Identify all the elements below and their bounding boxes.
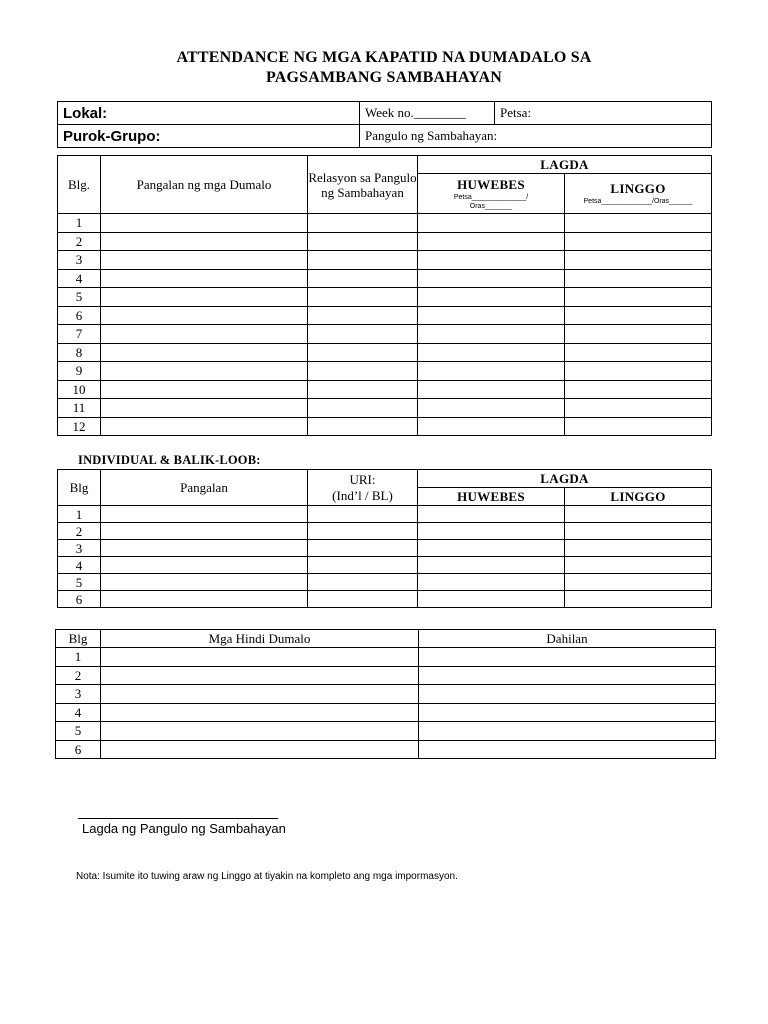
individual-row — [58, 540, 712, 557]
attendance-cell[interactable] — [565, 325, 712, 344]
attendance-cell[interactable] — [308, 214, 418, 233]
ind-header-huwebes: HUWEBES — [418, 488, 565, 506]
attendance-cell[interactable] — [565, 269, 712, 288]
attendance-row — [58, 362, 712, 381]
attendance-cell[interactable] — [308, 325, 418, 344]
week-no-field[interactable]: Week no.________ — [360, 102, 495, 125]
attendance-cell[interactable] — [101, 325, 308, 344]
attendance-cell[interactable] — [101, 269, 308, 288]
attendance-row — [58, 306, 712, 325]
absent-cell[interactable] — [101, 666, 419, 685]
ind-header-linggo: LINGGO — [565, 488, 712, 506]
attendance-cell[interactable] — [418, 214, 565, 233]
absent-cell[interactable] — [419, 740, 716, 759]
individual-cell[interactable] — [565, 523, 712, 540]
attendance-row — [58, 399, 712, 418]
attendance-row — [58, 380, 712, 399]
attendance-row — [58, 214, 712, 233]
attendance-cell[interactable] — [565, 417, 712, 436]
attendance-cell[interactable] — [565, 214, 712, 233]
individual-table — [57, 469, 712, 608]
attendance-cell[interactable] — [418, 362, 565, 381]
attendance-row-number: 2 — [58, 232, 101, 251]
absent-cell[interactable] — [419, 703, 716, 722]
attendance-cell[interactable] — [565, 306, 712, 325]
attendance-cell[interactable] — [101, 362, 308, 381]
individual-row — [58, 574, 712, 591]
individual-row — [58, 591, 712, 608]
signature-line[interactable] — [78, 818, 278, 819]
pangulo-field[interactable]: Pangulo ng Sambahayan: — [360, 125, 712, 148]
attendance-cell[interactable] — [101, 343, 308, 362]
absent-row-number: 5 — [56, 722, 101, 741]
individual-cell[interactable] — [101, 506, 308, 523]
individual-cell[interactable] — [308, 506, 418, 523]
individual-row-number: 6 — [58, 591, 101, 608]
attendance-cell[interactable] — [418, 325, 565, 344]
attendance-cell[interactable] — [565, 380, 712, 399]
huwebes-label: HUWEBES — [457, 176, 525, 192]
attendance-cell[interactable] — [101, 232, 308, 251]
attendance-row-number: 9 — [58, 362, 101, 381]
individual-row-number: 5 — [58, 574, 101, 591]
attendance-cell[interactable] — [308, 417, 418, 436]
attendance-cell[interactable] — [101, 417, 308, 436]
attendance-cell[interactable] — [418, 343, 565, 362]
absent-header-blg: Blg — [56, 630, 101, 648]
huwebes-petsa: Petsa______________/ — [453, 193, 529, 201]
absent-row — [56, 703, 716, 722]
attendance-cell[interactable] — [565, 343, 712, 362]
individual-cell[interactable] — [565, 506, 712, 523]
absent-cell[interactable] — [101, 722, 419, 741]
attendance-cell[interactable] — [418, 288, 565, 307]
attendance-row — [58, 325, 712, 344]
attendance-cell[interactable] — [308, 232, 418, 251]
individual-row-number: 2 — [58, 523, 101, 540]
individual-cell[interactable] — [308, 523, 418, 540]
individual-cell[interactable] — [101, 574, 308, 591]
header-relasyon: Relasyon sa Pangulo ng Sambahayan — [308, 156, 418, 214]
attendance-cell[interactable] — [101, 399, 308, 418]
individual-cell[interactable] — [308, 591, 418, 608]
attendance-cell[interactable] — [101, 380, 308, 399]
attendance-cell[interactable] — [101, 214, 308, 233]
attendance-row — [58, 251, 712, 270]
absent-cell[interactable] — [101, 648, 419, 667]
attendance-cell[interactable] — [418, 269, 565, 288]
attendance-cell[interactable] — [308, 288, 418, 307]
individual-row — [58, 506, 712, 523]
absent-cell[interactable] — [419, 666, 716, 685]
individual-cell[interactable] — [565, 540, 712, 557]
lokal-field[interactable]: Lokal: — [58, 102, 360, 125]
absent-cell[interactable] — [419, 685, 716, 704]
attendance-cell[interactable] — [418, 232, 565, 251]
attendance-row-number: 3 — [58, 251, 101, 270]
attendance-row — [58, 288, 712, 307]
title-line-1: ATTENDANCE NG MGA KAPATID NA DUMADALO SA — [176, 49, 592, 66]
header-linggo — [565, 174, 712, 214]
linggo-label: LINGGO — [610, 181, 666, 196]
info-table — [57, 101, 712, 148]
attendance-cell[interactable] — [418, 306, 565, 325]
attendance-cell[interactable] — [565, 251, 712, 270]
attendance-cell[interactable] — [308, 399, 418, 418]
ind-header-blg: Blg — [58, 470, 101, 506]
attendance-cell[interactable] — [308, 251, 418, 270]
attendance-cell[interactable] — [308, 306, 418, 325]
individual-row-number: 1 — [58, 506, 101, 523]
ind-header-pangalan: Pangalan — [101, 470, 308, 506]
attendance-row — [58, 269, 712, 288]
header-lagda: LAGDA — [418, 156, 712, 174]
attendance-cell[interactable] — [418, 399, 565, 418]
attendance-cell[interactable] — [101, 251, 308, 270]
ind-header-lagda: LAGDA — [418, 470, 712, 488]
uri-sub: (Ind’l / BL) — [332, 487, 393, 503]
attendance-cell[interactable] — [565, 232, 712, 251]
attendance-row-number: 12 — [58, 417, 101, 436]
attendance-row-number: 7 — [58, 325, 101, 344]
ind-header-uri — [308, 470, 418, 506]
absent-row — [56, 648, 716, 667]
attendance-cell[interactable] — [418, 417, 565, 436]
attendance-cell[interactable] — [101, 306, 308, 325]
absent-row — [56, 722, 716, 741]
absent-cell[interactable] — [101, 740, 419, 759]
individual-row-number: 4 — [58, 557, 101, 574]
header-huwebes — [418, 174, 565, 214]
absent-cell[interactable] — [419, 722, 716, 741]
absent-row — [56, 666, 716, 685]
individual-cell[interactable] — [418, 506, 565, 523]
attendance-cell[interactable] — [418, 380, 565, 399]
attendance-cell[interactable] — [308, 269, 418, 288]
individual-row — [58, 523, 712, 540]
huwebes-oras: Oras_______ — [469, 202, 513, 210]
attendance-cell[interactable] — [418, 251, 565, 270]
linggo-petsa-oras: Petsa_____________/Oras______ — [583, 198, 693, 205]
absent-row-number: 2 — [56, 666, 101, 685]
attendance-row-number: 11 — [58, 399, 101, 418]
absent-cell[interactable] — [101, 703, 419, 722]
signature-label: Lagda ng Pangulo ng Sambahayan — [82, 821, 286, 836]
attendance-table — [57, 155, 712, 436]
header-blg: Blg. — [58, 156, 101, 214]
attendance-row-number: 1 — [58, 214, 101, 233]
individual-cell[interactable] — [418, 591, 565, 608]
absent-row — [56, 740, 716, 759]
uri-label: URI: — [349, 471, 376, 487]
individual-row — [58, 557, 712, 574]
individual-cell[interactable] — [308, 540, 418, 557]
individual-cell[interactable] — [308, 557, 418, 574]
attendance-row-number: 8 — [58, 343, 101, 362]
absent-row-number: 4 — [56, 703, 101, 722]
individual-cell[interactable] — [565, 591, 712, 608]
attendance-cell[interactable] — [565, 399, 712, 418]
attendance-row-number: 10 — [58, 380, 101, 399]
attendance-cell[interactable] — [565, 362, 712, 381]
attendance-cell[interactable] — [308, 380, 418, 399]
attendance-cell[interactable] — [101, 288, 308, 307]
attendance-row-number: 4 — [58, 269, 101, 288]
absent-row — [56, 685, 716, 704]
attendance-cell[interactable] — [308, 343, 418, 362]
title-line-2: PAGSAMBANG SAMBAHAYAN — [265, 69, 503, 86]
absent-cell[interactable] — [419, 648, 716, 667]
individual-cell[interactable] — [418, 523, 565, 540]
absent-header-hindi: Mga Hindi Dumalo — [101, 630, 419, 648]
attendance-cell[interactable] — [308, 362, 418, 381]
attendance-cell[interactable] — [565, 288, 712, 307]
absent-row-number: 1 — [56, 648, 101, 667]
note-text: Nota: Isumite ito tuwing araw ng Linggo at tiyakin na kompleto ang mga impormasyon. — [76, 871, 458, 882]
individual-cell[interactable] — [308, 574, 418, 591]
attendance-row — [58, 232, 712, 251]
attendance-row — [58, 343, 712, 362]
individual-cell[interactable] — [418, 557, 565, 574]
absent-header-dahilan: Dahilan — [419, 630, 716, 648]
attendance-row-number: 6 — [58, 306, 101, 325]
individual-cell[interactable] — [565, 574, 712, 591]
purok-grupo-field[interactable]: Purok-Grupo: — [58, 125, 360, 148]
attendance-row — [58, 417, 712, 436]
attendance-row-number: 5 — [58, 288, 101, 307]
absent-cell[interactable] — [101, 685, 419, 704]
individual-row-number: 3 — [58, 540, 101, 557]
header-pangalan: Pangalan ng mga Dumalo — [101, 156, 308, 214]
page-title — [0, 48, 768, 88]
individual-cell[interactable] — [101, 540, 308, 557]
individual-cell[interactable] — [101, 557, 308, 574]
absent-table — [55, 629, 716, 759]
individual-cell[interactable] — [101, 523, 308, 540]
individual-cell[interactable] — [418, 574, 565, 591]
absent-row-number: 3 — [56, 685, 101, 704]
individual-label: INDIVIDUAL & BALIK-LOOB: — [78, 453, 261, 467]
absent-row-number: 6 — [56, 740, 101, 759]
individual-cell[interactable] — [565, 557, 712, 574]
individual-cell[interactable] — [418, 540, 565, 557]
petsa-field[interactable]: Petsa: — [495, 102, 712, 125]
individual-cell[interactable] — [101, 591, 308, 608]
